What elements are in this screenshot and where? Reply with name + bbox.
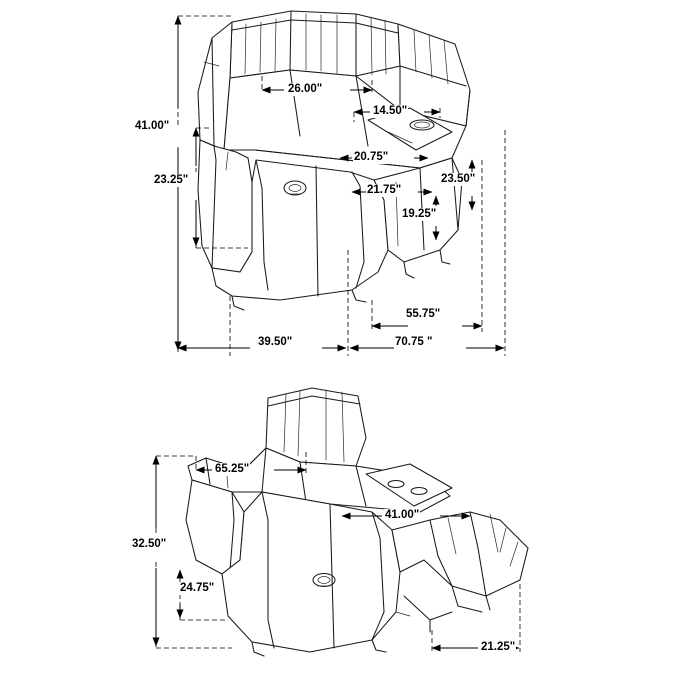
dim-label-recliner-overall-width: 41.00": [385, 509, 420, 521]
dim-label-sofa-back-width: 26.00": [288, 83, 323, 95]
sofa-illustration: [198, 11, 470, 310]
dim-label-sofa-overall-width: 70.75 ": [395, 336, 433, 348]
dim-label-sofa-seat-width: 21.75": [367, 184, 402, 196]
dim-label-sofa-seat-depth: 20.75": [354, 151, 389, 163]
dim-label-recliner-overall-height: 32.50": [132, 538, 167, 550]
dim-label-sofa-reclined-depth: 55.75": [406, 308, 441, 320]
dim-label-sofa-overall-height: 41.00": [135, 120, 170, 132]
dim-label-sofa-console-width: 14.50": [373, 105, 408, 117]
dim-label-sofa-seat-height: 19.25": [402, 208, 437, 220]
dim-label-sofa-depth: 39.50": [258, 336, 293, 348]
dim-label-recliner-back-height: 24.75": [180, 582, 215, 594]
dim-label-recliner-reclined-length: 65.25": [215, 463, 250, 475]
dim-label-sofa-back-height: 23.25": [154, 174, 189, 186]
dim-label-sofa-arm-height: 23.50": [441, 173, 476, 185]
recliner-illustration: [186, 388, 528, 656]
dim-label-recliner-footrest-height: 21.25": [481, 641, 516, 653]
